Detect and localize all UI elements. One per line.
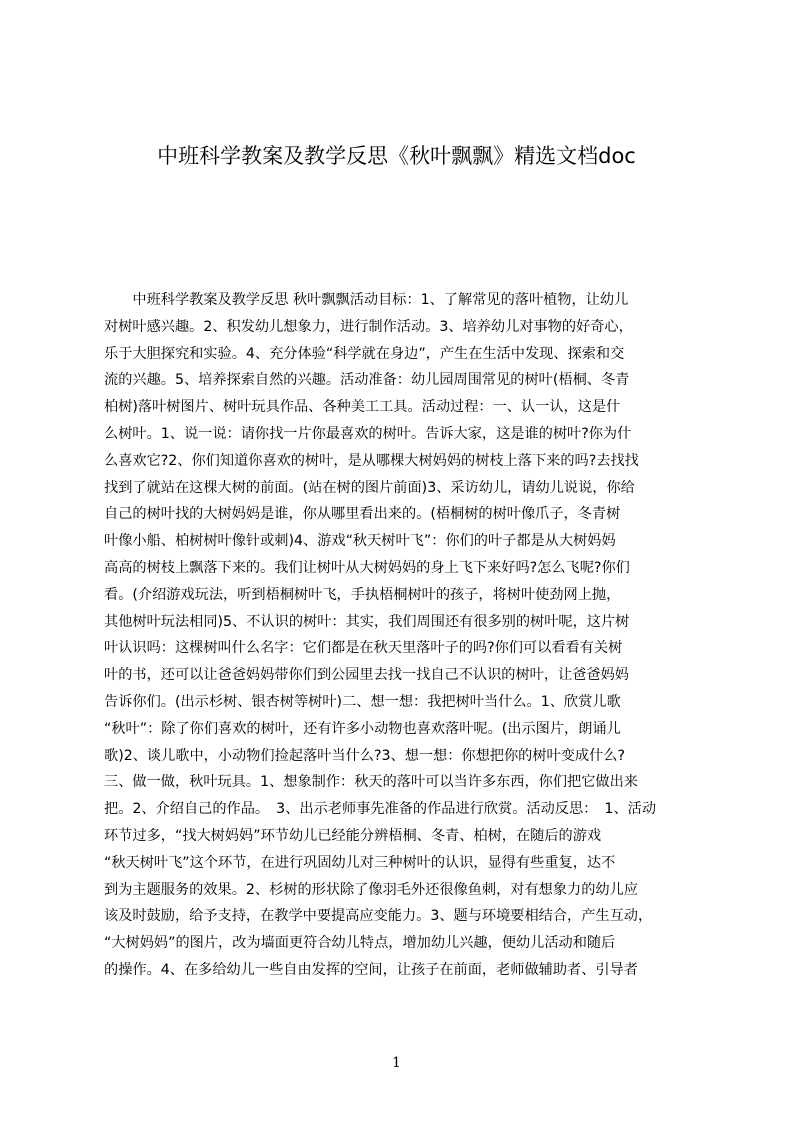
body-line: 高高的树枝上飘落下来的。我们让树叶从大树妈妈的身上飞下来好吗?怎么飞呢?你们 [104, 559, 630, 576]
body-line: 叶认识吗：这棵树叫什么名字：它们都是在秋天里落叶子的吗?你们可以看看有关树 [104, 640, 623, 657]
body-line: 该及时鼓励，给予支持，在教学中要提高应变能力。3、题与环境要相结合，产生互动， [104, 908, 653, 925]
body-line: 对树叶感兴趣。2、积发幼儿想象力，进行制作活动。3、培养幼儿对事物的好奇心， [104, 318, 633, 335]
body-line: 到为主题服务的效果。2、杉树的形状除了像羽毛外还很像鱼刺，对有想象力的幼儿应 [104, 881, 638, 898]
body-line: 歌)2、谈儿歌中，小动物们捡起落叶当什么?3、想一想：你想把你的树叶变成什么? [104, 747, 626, 764]
body-line: “大树妈妈”的图片，改为墙面更符合幼儿特点，增加幼儿兴趣，便幼儿活动和随后 [104, 935, 616, 952]
body-line: 流的兴趣。5、培养探索自然的兴趣。活动准备：幼儿园周围常见的树叶(梧桐、冬青 [104, 372, 630, 389]
body-line: “秋天树叶飞”这个环节，在进行巩固幼儿对三种树叶的认识，显得有些重复，达不 [104, 854, 616, 871]
body-line: 找到了就站在这棵大树的前面。(站在树的图片前面)3、采访幼儿，请幼儿说说，你给 [104, 479, 635, 496]
body-line: “秋叶”：除了你们喜欢的树叶，还有许多小动物也喜欢落叶呢。(出示图片，朗诵儿 [104, 720, 621, 737]
body-text [104, 287, 698, 987]
body-line: 叶的书，还可以让爸爸妈妈带你们到公园里去找一找自己不认识的树叶，让爸爸妈妈 [104, 667, 629, 684]
body-line: 告诉你们。(出示杉树、银杏树等树叶)二、想一想：我把树叶当什么。1、欣赏儿歌 [104, 693, 621, 710]
page-number: 1 [392, 1055, 401, 1071]
body-line: 叶像小船、柏树树叶像针或刺)4、游戏“秋天树叶飞”：你们的叶子都是从大树妈妈 [104, 533, 616, 550]
body-line: 三、做一做，秋叶玩具。1、想象制作：秋天的落叶可以当许多东西，你们把它做出来 [104, 774, 638, 791]
page-title: 中班科学教案及教学反思《秋叶飘飘》精选文档doc [157, 144, 636, 168]
body-line: 环节过多，“找大树妈妈”环节幼儿已经能分辨梧桐、冬青、柏树，在随后的游戏 [104, 827, 602, 844]
body-line: 中班科学教案及教学反思 秋叶飘飘活动目标：1、了解常见的落叶植物，让幼儿 [104, 292, 629, 308]
body-line: 么树叶。1、说一说：请你找一片你最喜欢的树叶。告诉大家，这是谁的树叶?你为什 [104, 425, 632, 442]
body-line: 把。2、介绍自己的作品。 3、出示老师事先准备的作品进行欣赏。活动反思： 1、活动 [104, 801, 657, 818]
body-line: 么喜欢它?2、你们知道你喜欢的树叶，是从哪棵大树妈妈的树枝上落下来的吗?去找找 [104, 452, 639, 469]
body-line: 乐于大胆探究和实验。4、充分体验“科学就在身边”，产生在生活中发现、探索和交 [104, 345, 625, 362]
body-line: 看。(介绍游戏玩法，听到梧桐树叶飞，手执梧桐树叶的孩子，将树叶使劲网上抛， [104, 586, 621, 603]
body-line: 的操作。4、在多给幼儿一些自由发挥的空间，让孩子在前面，老师做辅助者、引导者 [104, 961, 638, 978]
body-line: 其他树叶玩法相同)5、不认识的树叶：其实，我们周围还有很多别的树叶呢，这片树 [104, 613, 630, 630]
body-line: 柏树)落叶树图片、树叶玩具作品、各种美工工具。活动过程：一、认一认，这是什 [104, 399, 621, 416]
body-line: 自己的树叶找的大树妈妈是谁，你从哪里看出来的。(梧桐树的树叶像爪子，冬青树 [104, 506, 621, 523]
